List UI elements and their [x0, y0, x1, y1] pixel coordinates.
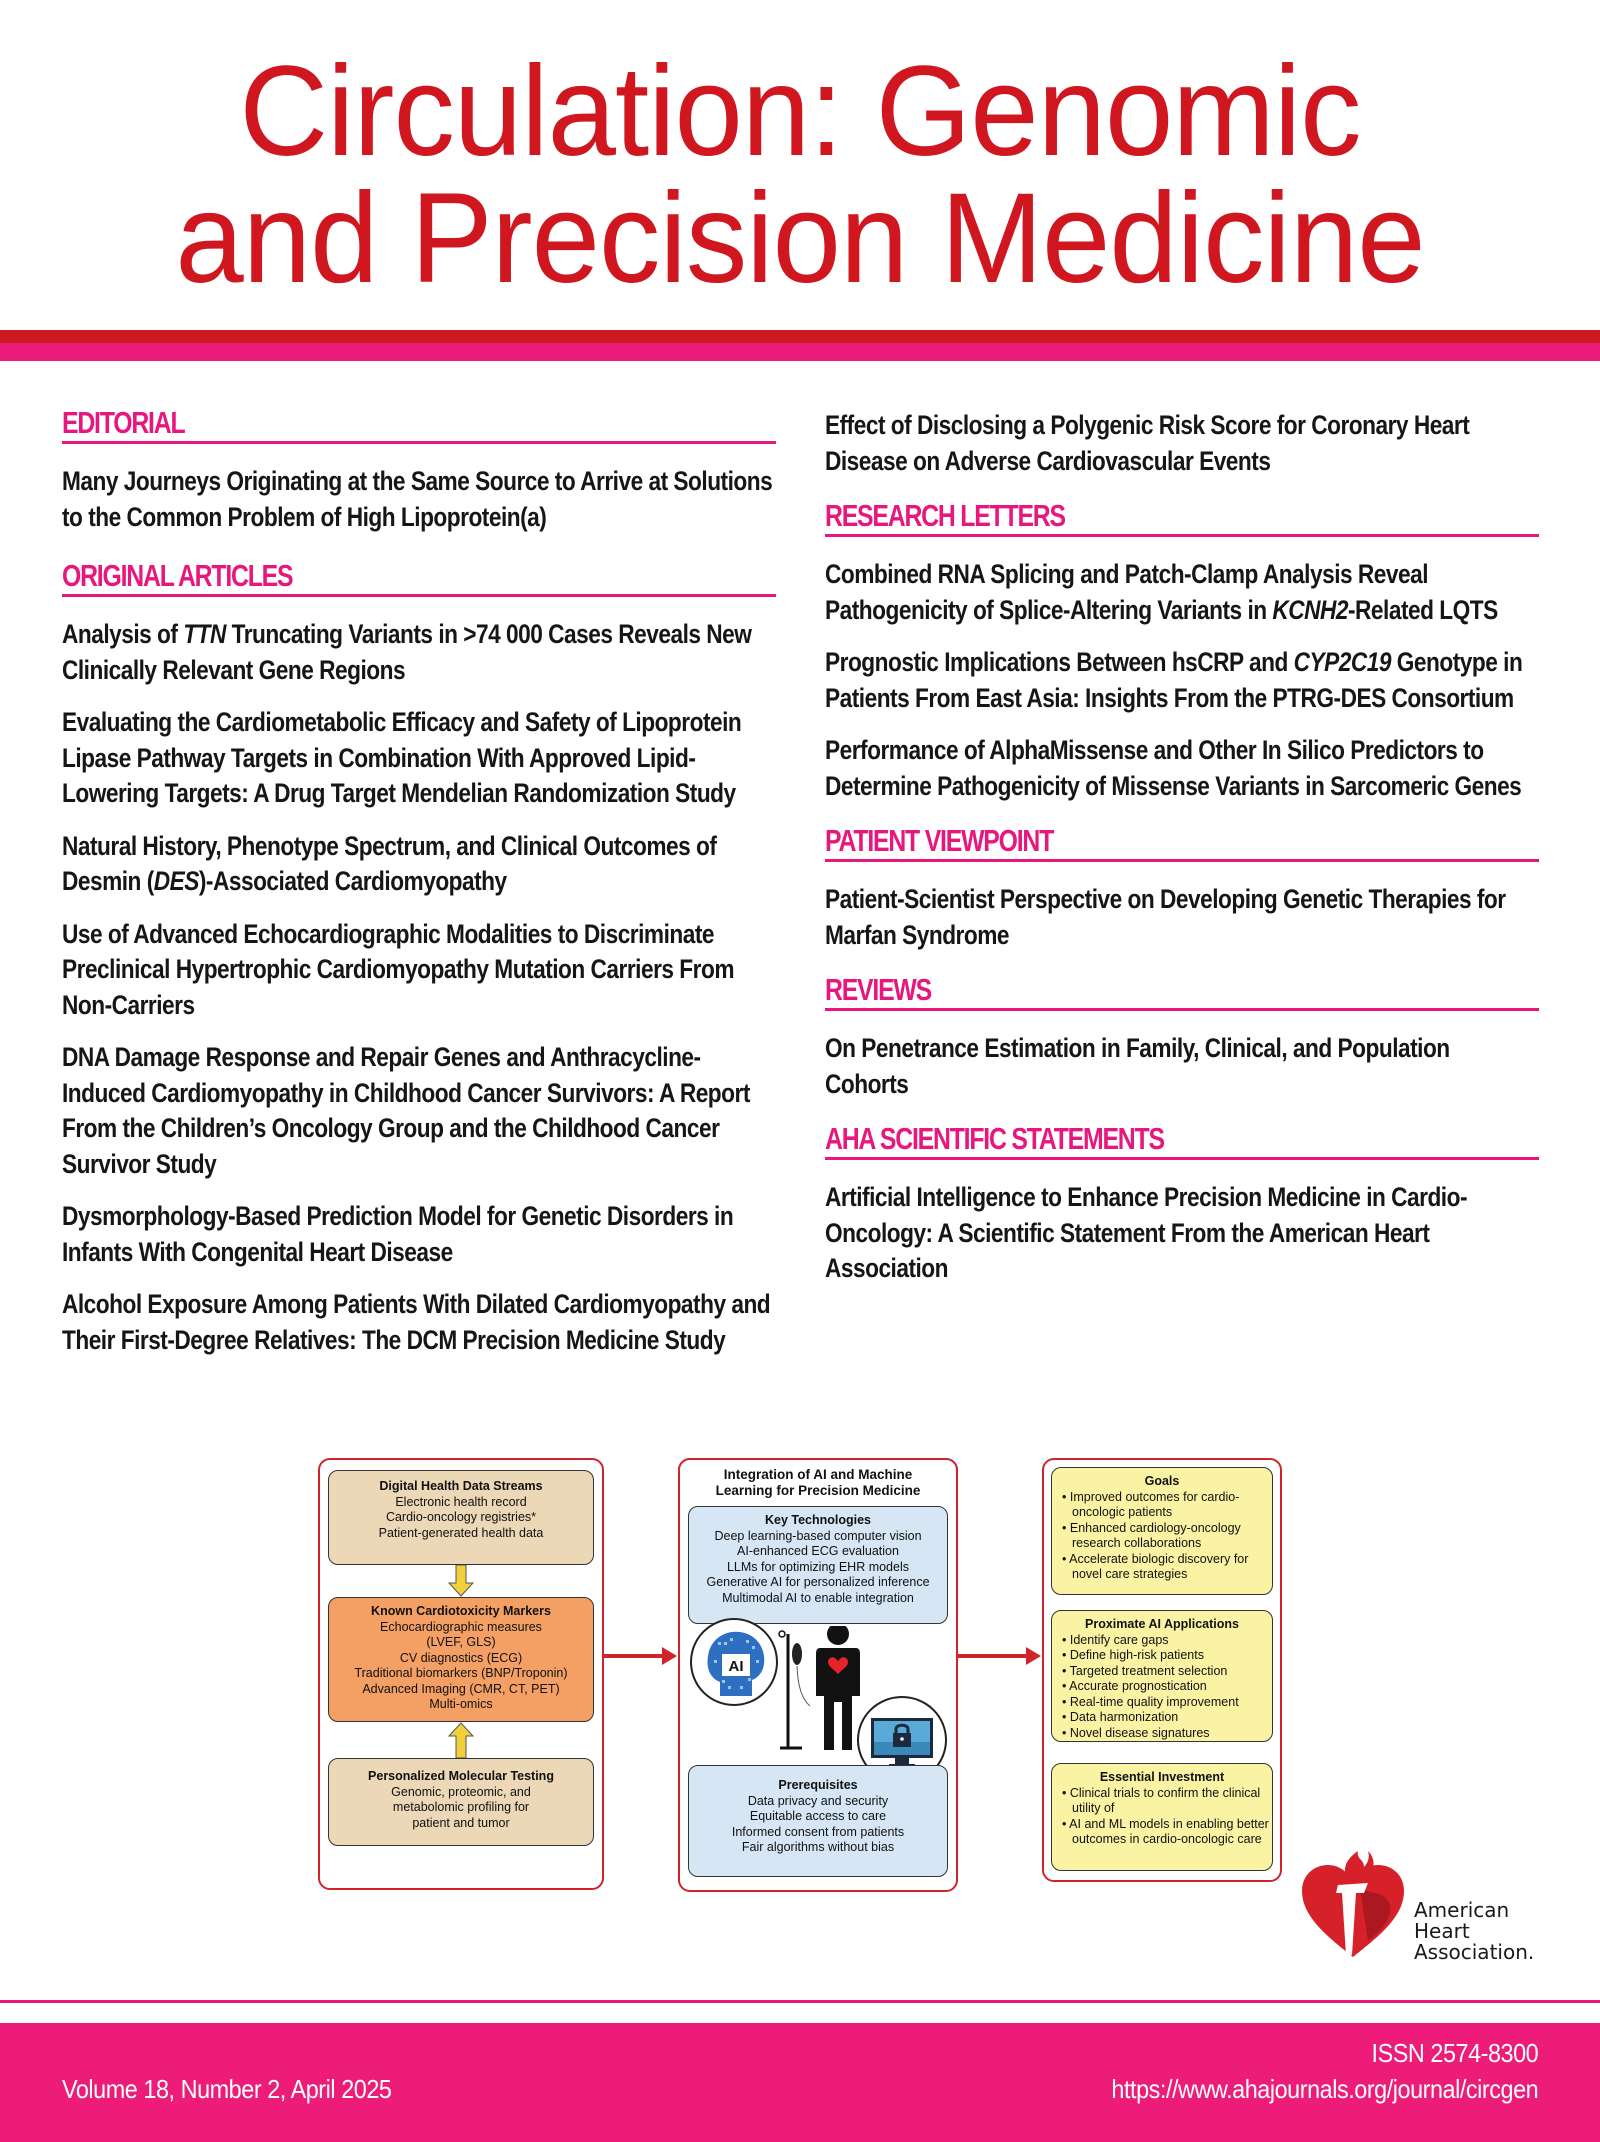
gene-name-italic: CYP2C19 — [1293, 647, 1391, 677]
molecular-item: patient and tumor — [412, 1815, 510, 1830]
toc-left-column — [62, 400, 776, 1358]
digital-health-item: Patient-generated health data — [378, 1525, 544, 1540]
article-link[interactable]: Analysis of TTN Truncating Variants in >74 000 Cases Reveals New Clinically Relevant Gene Regions — [62, 619, 752, 685]
prerequisites-box — [688, 1765, 948, 1877]
aha-heart-torch-logo-icon — [1298, 1845, 1408, 1965]
essential-investment-box — [1051, 1763, 1273, 1871]
markers-item: (LVEF, GLS) — [426, 1635, 496, 1649]
footer-band — [0, 2023, 1600, 2142]
application-item: • Define high-risk patients — [1062, 1648, 1272, 1664]
article-link-continued[interactable]: Effect of Disclosing a Polygenic Risk Score for Coronary Heart Disease on Adverse Cardiovascular Events — [825, 410, 1470, 476]
article-link[interactable]: Many Journeys Originating at the Same Source to Arrive at Solutions to the Common Problem of High Lipoprotein(a) — [62, 466, 773, 532]
goals-title: Goals — [1144, 1474, 1180, 1488]
journal-title-line-1: Circulation: Genomic — [239, 40, 1361, 183]
markers-item: CV diagnostics (ECG) — [399, 1650, 523, 1665]
header-band-red — [0, 330, 1600, 343]
prerequisite-item: Informed consent from patients — [731, 1824, 905, 1839]
key-tech-item: LLMs for optimizing EHR models — [726, 1559, 909, 1574]
digital-health-title: Digital Health Data Streams — [379, 1479, 543, 1493]
application-item: • Data harmonization — [1062, 1710, 1272, 1726]
application-item: • Accurate prognostication — [1062, 1679, 1272, 1695]
application-item: • Identify care gaps — [1062, 1633, 1272, 1649]
digital-health-box — [328, 1470, 594, 1565]
key-technologies-box — [688, 1506, 948, 1624]
cardiotoxicity-markers-box — [328, 1597, 594, 1722]
molecular-item: metabolomic profiling for — [392, 1800, 530, 1814]
digital-health-item: Cardio-oncology registries* — [385, 1510, 537, 1524]
ai-badge-label: AI — [728, 1658, 744, 1675]
article-link[interactable]: Performance of AlphaMissense and Other In Silico Predictors to Determine Pathogenicity of Missense Variants in Sarcomeric Genes — [825, 735, 1522, 801]
molecular-item: Genomic, proteomic, and — [391, 1784, 531, 1799]
prerequisite-item: Equitable access to care — [749, 1809, 887, 1823]
key-tech-item: Deep learning-based computer vision — [714, 1528, 922, 1543]
article-link[interactable]: Alcohol Exposure Among Patients With Dilated Cardiomyopathy and Their First-Degree Relatives: The DCM Precision Medicine Study — [62, 1289, 771, 1355]
key-tech-title: Key Technologies — [764, 1513, 872, 1527]
article-link[interactable]: Artificial Intelligence to Enhance Precision Medicine in Cardio-Oncology: A Scientific Statement From the American Heart Association — [825, 1182, 1467, 1283]
gene-name-italic: DES — [153, 866, 199, 896]
gene-name-italic: TTN — [183, 619, 226, 649]
gene-name-italic: KCNH2 — [1272, 594, 1349, 625]
molecular-testing-box — [328, 1758, 594, 1846]
goals-box — [1051, 1467, 1273, 1595]
key-tech-item: Generative AI for personalized inference — [706, 1575, 930, 1589]
ai-head-icon — [690, 1618, 778, 1706]
investment-item: • AI and ML models in enabling better outcomes in cardio-oncologic care — [1062, 1817, 1272, 1848]
article-link[interactable]: On Penetrance Estimation in Family, Clinical, and Population Cohorts — [825, 1033, 1450, 1099]
section-heading-patient-viewpoint: PATIENT VIEWPOINT — [825, 818, 1539, 862]
markers-title: Known Cardiotoxicity Markers — [371, 1604, 551, 1618]
article-link[interactable]: Natural History, Phenotype Spectrum, and Clinical Outcomes of Desmin (DES)-Associated Cardiomyopathy — [62, 830, 717, 896]
application-item: • Novel disease signatures — [1062, 1726, 1272, 1742]
investment-item: • Clinical trials to confirm the clinical utility of — [1062, 1786, 1272, 1817]
application-item: • Real-time quality improvement — [1062, 1695, 1272, 1711]
issn: ISSN 2574-8300 — [1371, 2038, 1538, 2068]
markers-item: Traditional biomarkers (BNP/Troponin) — [354, 1666, 568, 1680]
toc-right-column — [825, 408, 1539, 1287]
markers-item: Multi-omics — [429, 1697, 493, 1711]
article-link[interactable]: Combined RNA Splicing and Patch-Clamp Analysis Reveal Pathogenicity of Splice-Altering Variants in KCNH2-Related LQTS — [825, 559, 1498, 625]
goal-item: • Enhanced cardiology-oncology research collaborations — [1062, 1521, 1272, 1552]
ai-applications-box — [1051, 1610, 1273, 1742]
article-link[interactable]: Use of Advanced Echocardiographic Modalities to Discriminate Preclinical Hypertrophic Cardiomyopathy Mutation Carriers From Non-Carriers — [62, 918, 734, 1020]
header-band-pink — [0, 343, 1600, 361]
key-tech-item: Multimodal AI to enable integration — [722, 1590, 914, 1605]
journal-url[interactable]: https://www.ahajournals.org/journal/circgen — [1111, 2074, 1538, 2104]
prerequisite-item: Fair algorithms without bias — [741, 1840, 895, 1854]
ai-panel-title: Integration of AI and Machine Learning for Precision Medicine — [715, 1467, 921, 1498]
journal-title-line-2: and Precision Medicine — [175, 167, 1425, 310]
applications-title: Proximate AI Applications — [1085, 1617, 1239, 1631]
journal-masthead — [0, 0, 1600, 330]
article-link[interactable]: DNA Damage Response and Repair Genes and Anthracycline-Induced Cardiomyopathy in Childhood Cancer Survivors: A Report From the Children’s Oncology Group and the Childhood Cancer Survivor Study — [62, 1042, 750, 1179]
key-tech-item: AI-enhanced ECG evaluation — [737, 1544, 899, 1558]
goal-item: • Improved outcomes for cardio-oncologic patients — [1062, 1490, 1272, 1521]
prerequisites-title: Prerequisites — [778, 1778, 858, 1792]
digital-health-item: Electronic health record — [395, 1494, 527, 1509]
section-heading-original-articles: ORIGINAL ARTICLES — [62, 553, 776, 597]
section-heading-aha-scientific-statements: AHA SCIENTIFIC STATEMENTS — [825, 1116, 1539, 1160]
markers-item: Advanced Imaging (CMR, CT, PET) — [362, 1681, 560, 1696]
up-arrow-icon — [446, 1722, 476, 1758]
article-link[interactable]: Evaluating the Cardiometabolic Efficacy and Safety of Lipoprotein Lipase Pathway Targets in Combination With Approved Lipid-Lowering Targets: A Drug Target Mendelian Randomization Study — [62, 707, 742, 808]
down-arrow-icon — [446, 1565, 476, 1597]
section-heading-editorial: EDITORIAL — [62, 400, 776, 444]
article-link[interactable]: Dysmorphology-Based Prediction Model for Genetic Disorders in Infants With Congenital Heart Disease — [62, 1201, 734, 1267]
issue-info: Volume 18, Number 2, April 2025 — [62, 2074, 392, 2104]
goal-item: • Accelerate biologic discovery for novel care strategies — [1062, 1552, 1272, 1583]
section-heading-research-letters: RESEARCH LETTERS — [825, 493, 1539, 537]
article-link[interactable]: Patient-Scientist Perspective on Developing Genetic Therapies for Marfan Syndrome — [825, 884, 1506, 950]
right-arrow-icon — [958, 1645, 1042, 1667]
application-item: • Targeted treatment selection — [1062, 1664, 1272, 1680]
prerequisite-item: Data privacy and security — [747, 1793, 889, 1808]
section-heading-reviews: REVIEWS — [825, 967, 1539, 1011]
central-illustration-content — [0, 1450, 1600, 1900]
molecular-title: Personalized Molecular Testing — [368, 1769, 554, 1783]
footer-stripe — [0, 2000, 1600, 2003]
markers-item: Echocardiographic measures — [380, 1619, 542, 1634]
aha-logo-text: American Heart Association. — [1414, 1898, 1535, 1964]
investment-title: Essential Investment — [1099, 1770, 1225, 1784]
article-link[interactable]: Prognostic Implications Between hsCRP and CYP2C19 Genotype in Patients From East Asia: Insights From the PTRG-DES Consortium — [825, 647, 1523, 713]
right-arrow-icon — [604, 1645, 678, 1667]
